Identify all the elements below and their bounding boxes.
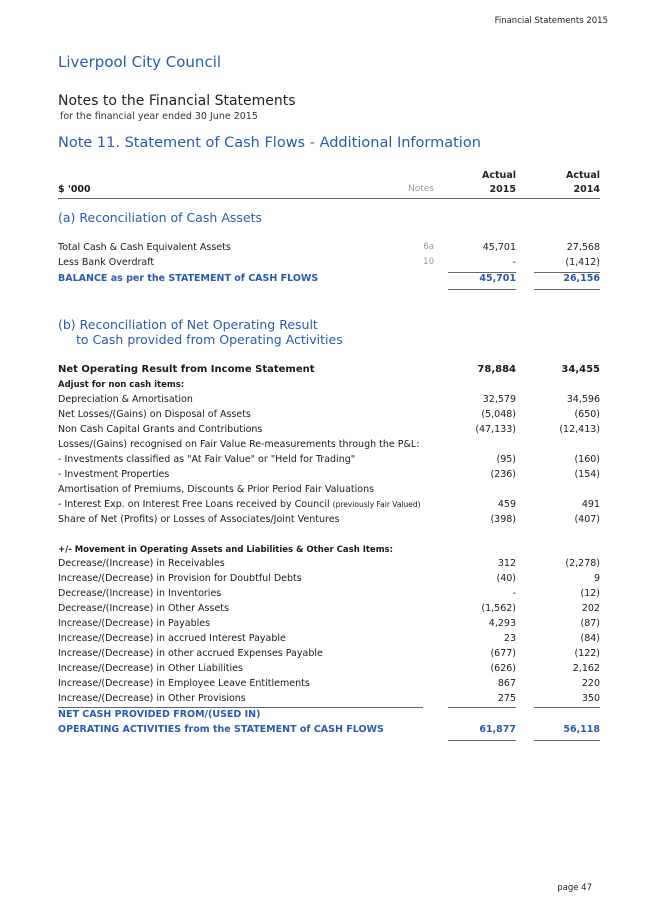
section-b-heading: (b) Reconciliation of Net Operating Result	[58, 317, 318, 332]
row-label: Increase/(Decrease) in Other Provisions	[58, 693, 246, 704]
table-row	[0, 588, 652, 603]
row-label: Increase/(Decrease) in accrued Interest Payable	[58, 633, 286, 644]
row-label: Total Cash & Cash Equivalent Assets	[58, 242, 231, 253]
total-underline-2015	[448, 289, 516, 290]
table-row	[0, 394, 652, 409]
total-row-line1	[0, 709, 652, 724]
row-value-2014: (407)	[574, 514, 600, 525]
row-label: Decrease/(Increase) in Receivables	[58, 558, 225, 569]
row-value-2015: 867	[497, 678, 516, 689]
subheading-row	[0, 380, 652, 395]
row-value-2014: 34,455	[561, 364, 600, 375]
row-label-note: (previously Fair Valued)	[332, 500, 421, 509]
row-value-2015: 312	[497, 558, 516, 569]
row-label: Non Cash Capital Grants and Contributions	[58, 424, 263, 435]
row-label: Depreciation & Amortisation	[58, 394, 193, 405]
row-label: - Investment Properties	[58, 469, 170, 480]
total-rule-label	[58, 707, 423, 708]
row-value-2015: 45,701	[482, 242, 516, 253]
net-result-row	[0, 364, 652, 379]
notes-title: Notes to the Financial Statements	[58, 93, 296, 109]
note-title: Note 11. Statement of Cash Flows - Additional Information	[58, 135, 481, 151]
row-value-2015: 4,293	[488, 618, 516, 629]
section-a-heading: (a) Reconciliation of Cash Assets	[58, 210, 263, 225]
row-note: 10	[423, 257, 434, 267]
row-value-2014: (650)	[574, 409, 600, 420]
row-value-2014: (154)	[574, 469, 600, 480]
table-row	[0, 514, 652, 529]
table-row	[0, 678, 652, 693]
table-row	[0, 242, 652, 257]
table-row	[0, 257, 652, 272]
table-row	[0, 603, 652, 618]
row-value-2014: 2,162	[572, 663, 600, 674]
row-value-2015: (398)	[490, 514, 516, 525]
row-value-2014: (12,413)	[559, 424, 600, 435]
row-label: Net Losses/(Gains) on Disposal of Assets	[58, 409, 251, 420]
table-row	[0, 558, 652, 573]
total-label-line2: OPERATING ACTIVITIES from the STATEMENT of CASH FLOWS	[58, 724, 384, 735]
movement-label: +/- Movement in Operating Assets and Liabilities & Other Cash Items:	[58, 545, 394, 555]
col-year-2014: 2014	[573, 184, 600, 195]
row-label: Net Operating Result from Income Statement	[58, 364, 315, 375]
total-value-2015: 61,877	[479, 724, 516, 735]
page-number: page 47	[557, 883, 592, 893]
row-value-2014: 27,568	[566, 242, 600, 253]
row-value-2015: 78,884	[477, 364, 516, 375]
total-row	[0, 273, 652, 288]
table-row	[0, 693, 652, 708]
row-value-2015: (40)	[496, 573, 516, 584]
total-rule-2014	[534, 707, 600, 708]
total-label: BALANCE as per the STATEMENT of CASH FLOWS	[58, 273, 319, 284]
row-label: Share of Net (Profits) or Losses of Associates/Joint Ventures	[58, 514, 340, 525]
table-row	[0, 648, 652, 663]
col-notes-label: Notes	[408, 184, 434, 194]
row-note: 6a	[423, 242, 434, 252]
row-value-2014: (84)	[580, 633, 600, 644]
total-underline-2015	[448, 740, 516, 741]
row-label: - Interest Exp. on Interest Free Loans received by Council	[58, 499, 330, 510]
row-value-2015: (47,133)	[475, 424, 516, 435]
row-label-wrap	[58, 499, 421, 510]
units-label: $ '000	[58, 184, 91, 195]
row-value-2015: 275	[497, 693, 516, 704]
table-row	[0, 424, 652, 439]
row-value-2014: 350	[581, 693, 600, 704]
total-label-line1: NET CASH PROVIDED FROM/(USED IN)	[58, 709, 261, 720]
row-value-2015: (1,562)	[481, 603, 516, 614]
row-value-2015: (5,048)	[481, 409, 516, 420]
row-label: Losses/(Gains) recognised on Fair Value Re-measurements through the P&L:	[58, 439, 420, 450]
table-row	[0, 499, 652, 514]
adjust-label: Adjust for non cash items:	[58, 380, 185, 390]
row-value-2014: 34,596	[566, 394, 600, 405]
row-value-2015: 32,579	[482, 394, 516, 405]
row-value-2014: 9	[593, 573, 600, 584]
table-row	[0, 409, 652, 424]
row-value-2014: 220	[581, 678, 600, 689]
total-value-2014: 56,118	[563, 724, 600, 735]
row-value-2015: -	[512, 588, 516, 599]
total-value-2014: 26,156	[563, 273, 600, 284]
col-year-2015: 2015	[489, 184, 516, 195]
running-header: Financial Statements 2015	[494, 16, 608, 26]
section-b-heading-line2: to Cash provided from Operating Activities	[76, 332, 343, 347]
row-value-2015: (626)	[490, 663, 516, 674]
total-rule-2015	[448, 707, 516, 708]
row-label: - Investments classified as "At Fair Value" or "Held for Trading"	[58, 454, 356, 465]
table-row	[0, 484, 652, 499]
council-name: Liverpool City Council	[58, 53, 222, 71]
row-label: Amortisation of Premiums, Discounts & Prior Period Fair Valuations	[58, 484, 375, 495]
row-label: Decrease/(Increase) in Other Assets	[58, 603, 229, 614]
row-value-2015: -	[512, 257, 516, 268]
col-actual-2014-label: Actual	[566, 170, 600, 181]
row-value-2014: (160)	[574, 454, 600, 465]
total-value-2015: 45,701	[479, 273, 516, 284]
notes-subtitle: for the financial year ended 30 June 2015	[60, 111, 258, 122]
row-value-2014: (122)	[574, 648, 600, 659]
total-row	[0, 724, 652, 739]
total-underline-2014	[534, 740, 600, 741]
row-value-2014: (12)	[580, 588, 600, 599]
row-value-2014: (87)	[580, 618, 600, 629]
table-row	[0, 439, 652, 454]
row-value-2015: (95)	[496, 454, 516, 465]
table-row	[0, 454, 652, 469]
row-label: Increase/(Decrease) in other accrued Expenses Payable	[58, 648, 323, 659]
total-underline-2014	[534, 289, 600, 290]
row-value-2014: 491	[581, 499, 600, 510]
table-row	[0, 618, 652, 633]
row-value-2015: (236)	[490, 469, 516, 480]
row-value-2015: (677)	[490, 648, 516, 659]
col-actual-2015-label: Actual	[482, 170, 516, 181]
header-rule	[58, 198, 600, 199]
row-value-2014: (2,278)	[565, 558, 600, 569]
row-value-2014: (1,412)	[565, 257, 600, 268]
row-label: Increase/(Decrease) in Provision for Doubtful Debts	[58, 573, 302, 584]
table-row	[0, 469, 652, 484]
row-label: Increase/(Decrease) in Payables	[58, 618, 211, 629]
row-value-2015: 23	[503, 633, 516, 644]
row-label: Increase/(Decrease) in Other Liabilities	[58, 663, 243, 674]
row-label: Less Bank Overdraft	[58, 257, 155, 268]
table-row	[0, 573, 652, 588]
row-label: Increase/(Decrease) in Employee Leave Entitlements	[58, 678, 310, 689]
table-row	[0, 663, 652, 678]
row-label: Decrease/(Increase) in Inventories	[58, 588, 222, 599]
table-row	[0, 633, 652, 648]
row-value-2015: 459	[497, 499, 516, 510]
row-value-2014: 202	[581, 603, 600, 614]
